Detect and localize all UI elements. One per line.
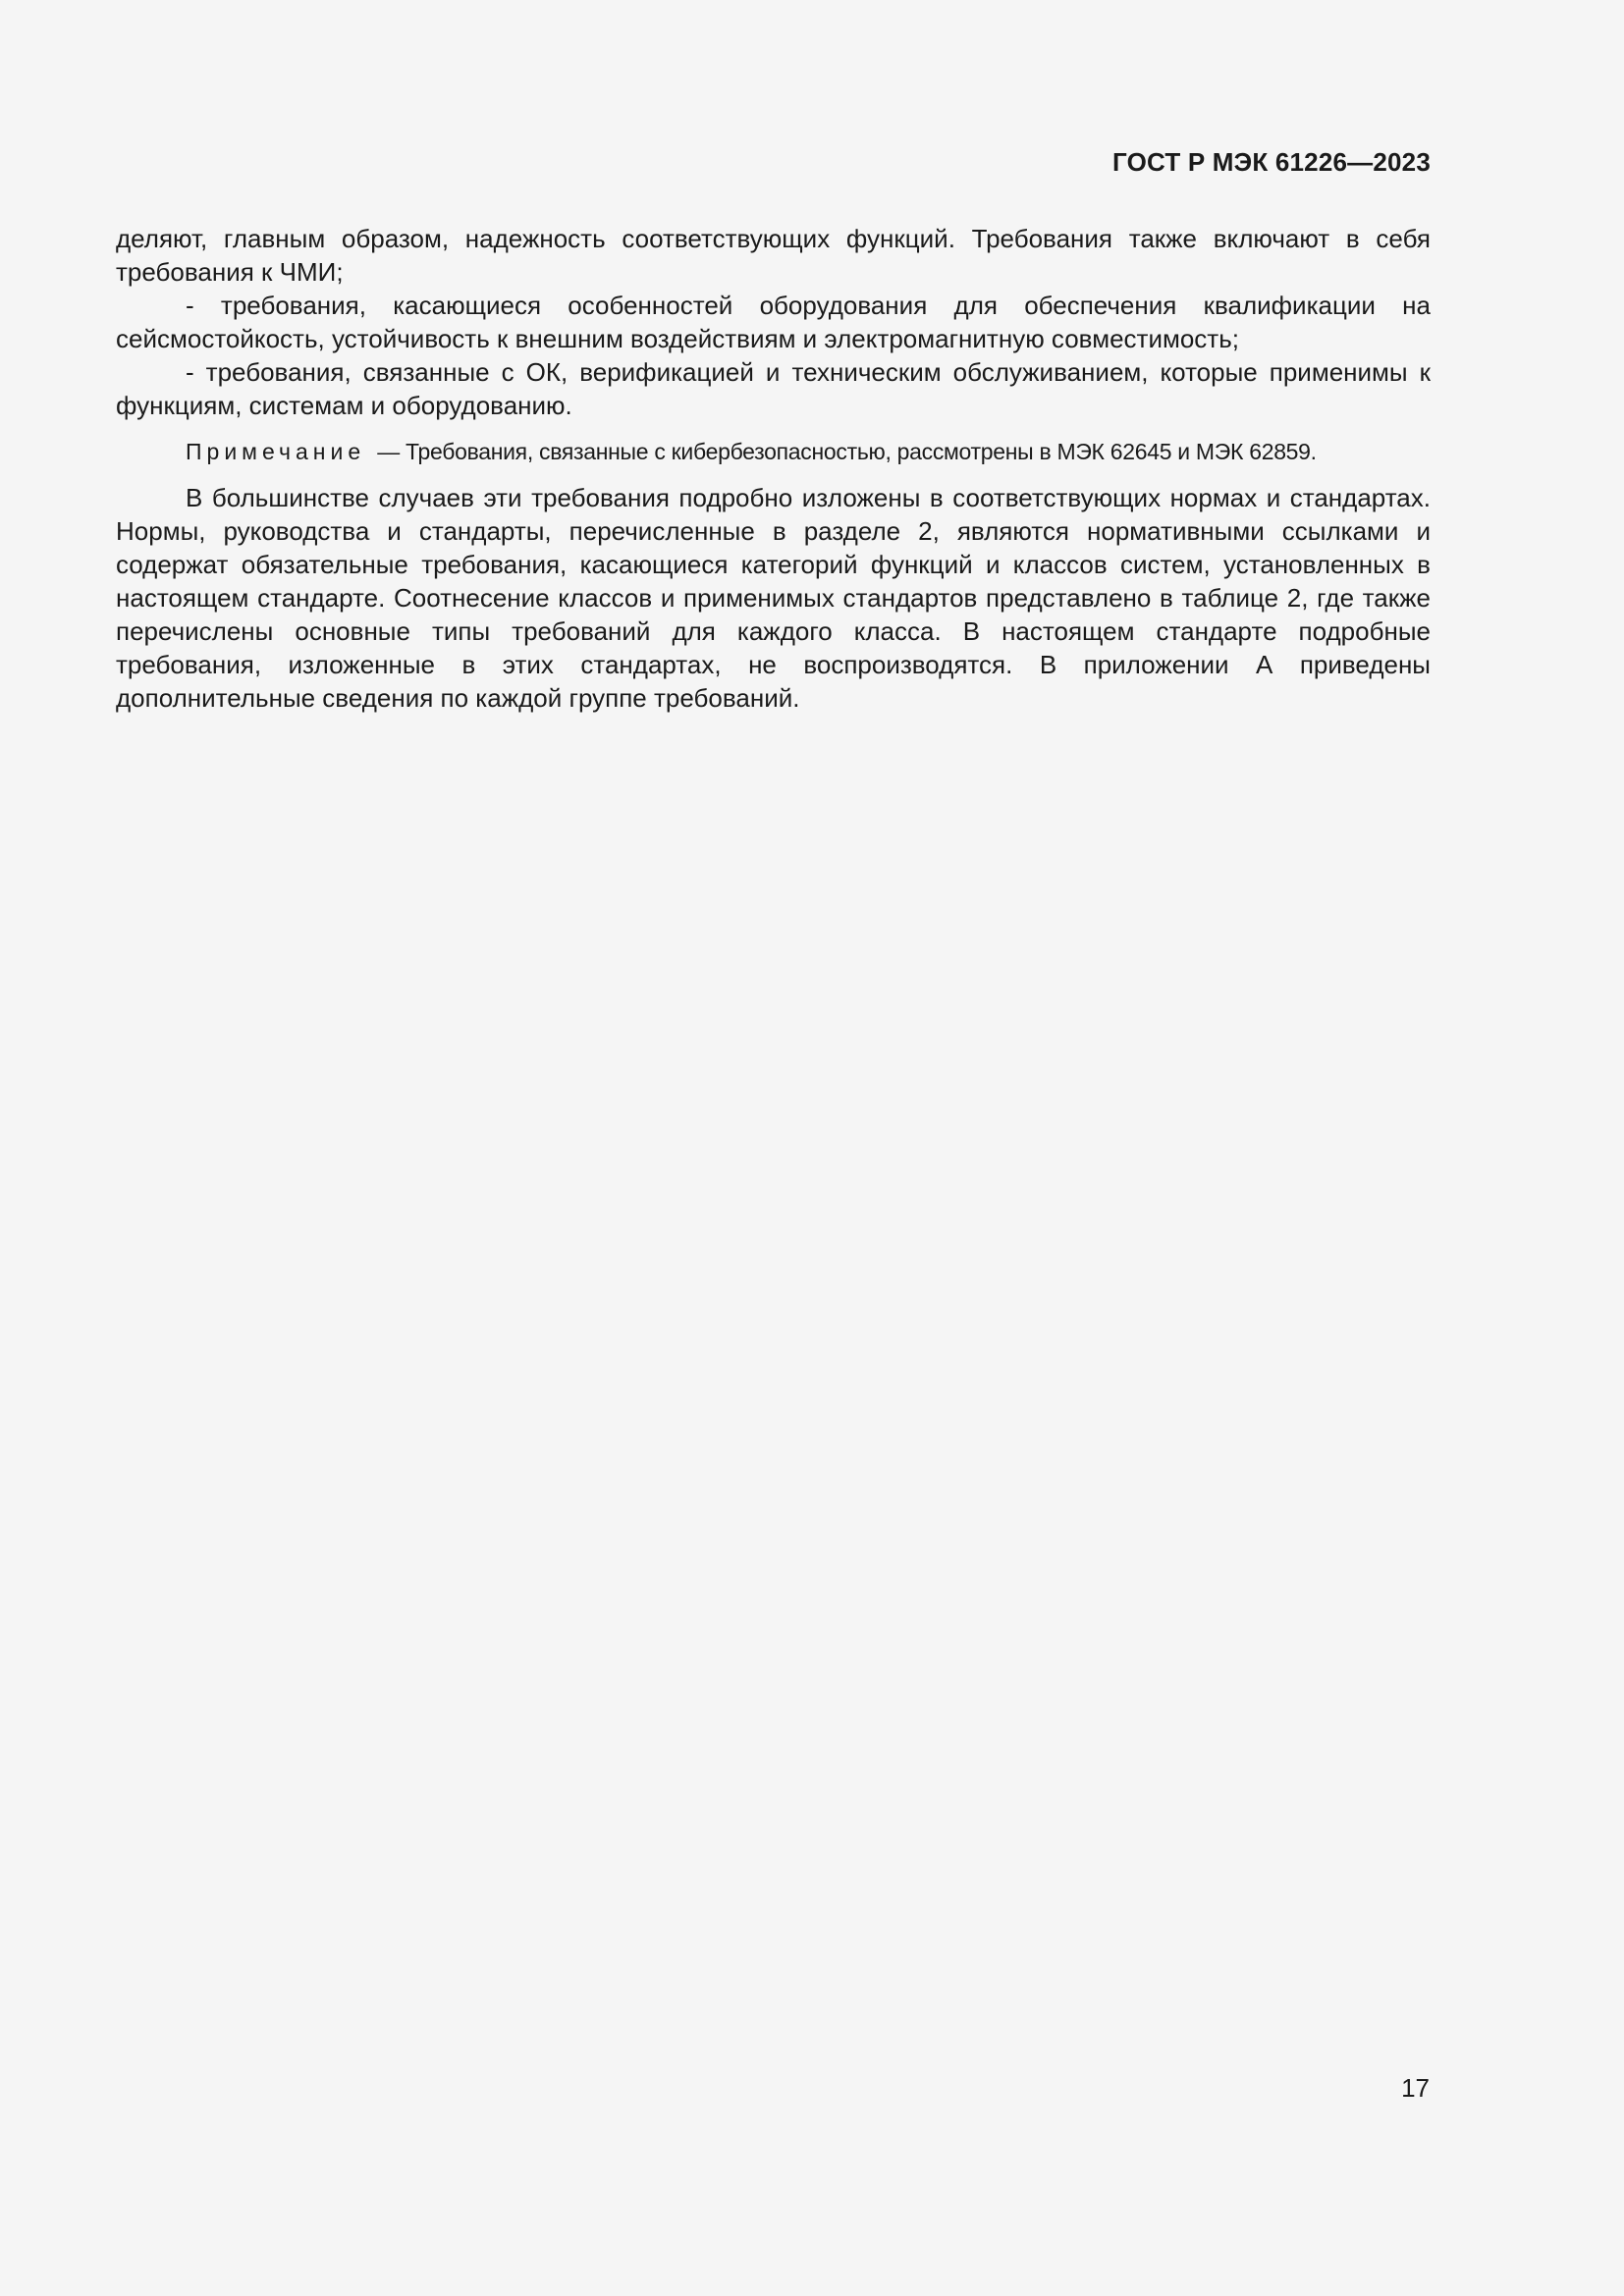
continuation-paragraph: деляют, главным образом, надежность соответствующих функций. Требования также включают в себя требования к ЧМИ;	[116, 224, 1431, 287]
note	[116, 436, 1431, 467]
document-code-header: ГОСТ Р МЭК 61226—2023	[1111, 147, 1431, 177]
document-body	[116, 222, 1431, 715]
note-text: — Требования, связанные с кибербезопасностью, рассмотрены в МЭК 62645 и МЭК 62859.	[371, 439, 1317, 464]
list-item-qa-requirements: - требования, связанные с ОК, верификацией и техническим обслуживанием, которые применимы к функциям, системам и оборудованию.	[116, 357, 1431, 420]
note-label: Примечание	[186, 439, 366, 464]
standards-paragraph: В большинстве случаев эти требования подробно изложены в соответствующих нормах и стандартах. Нормы, руководства и стандарты, перечисленные в разделе 2, являются нормативными ссылками и содержат обязательные требования, касающиеся категорий функций и классов систем, установленных в настоящем стандарте. Соотнесение классов и применимых стандартов представлено в таблице 2, где также перечислены основные типы требований для каждого класса. В настоящем стандарте подробные требования, изложенные в этих стандартах, не воспроизводятся. В приложении А приведены дополнительные сведения по каждой группе требований.	[116, 483, 1431, 713]
list-item-equipment-requirements: - требования, касающиеся особенностей оборудования для обеспечения квалификации на сейсмостойкость, устойчивость к внешним воздействиям и электромагнитную совместимость;	[116, 291, 1431, 353]
page-number: 17	[1401, 2073, 1430, 2103]
